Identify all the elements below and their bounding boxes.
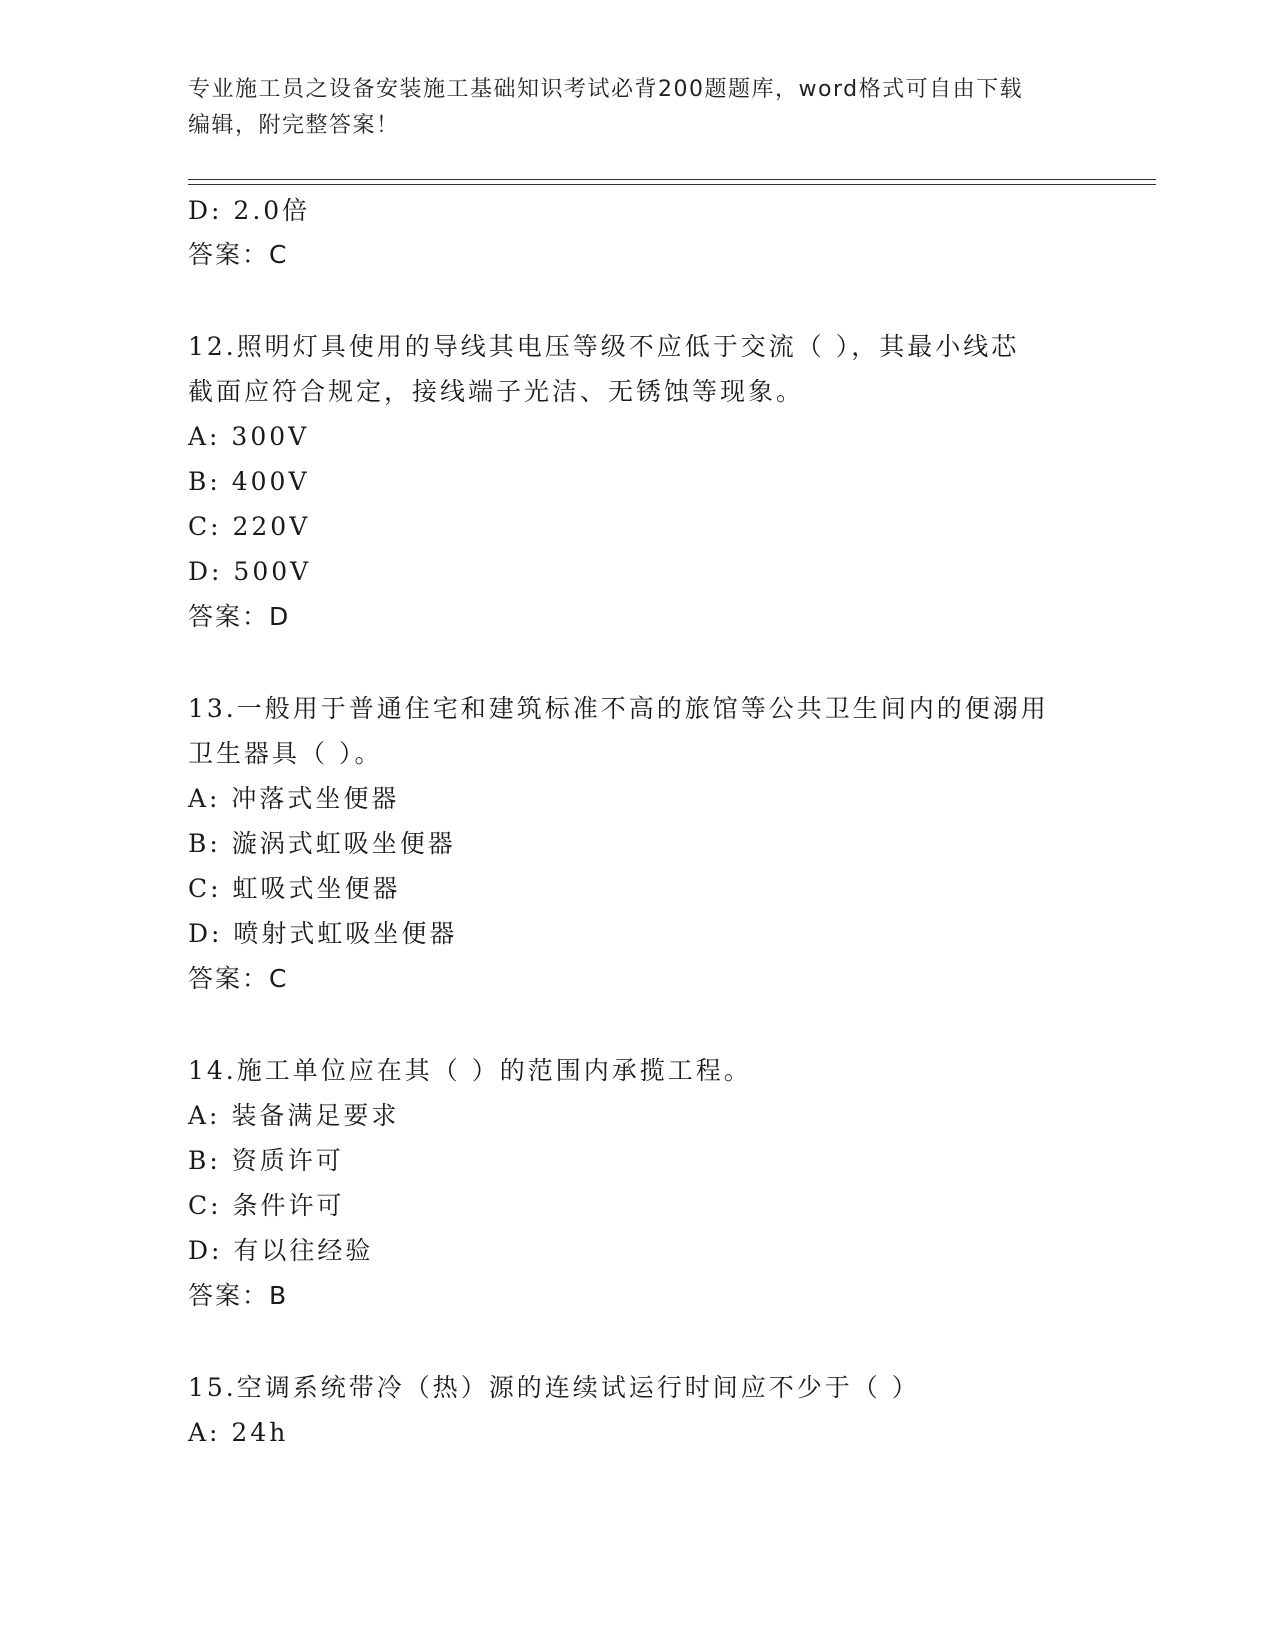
q11-option-d: D: 2.0倍 bbox=[188, 196, 311, 225]
q14-option-b: B: 资质许可 bbox=[188, 1146, 344, 1175]
header-title-line-2: 编辑，附完整答案！ bbox=[188, 113, 400, 138]
q13-stem-line-1: 13.一般用于普通住宅和建筑标准不高的旅馆等公共卫生间内的便溺用 bbox=[188, 694, 1049, 723]
q12-stem-line-1: 12.照明灯具使用的导线其电压等级不应低于交流（ ），其最小线芯 bbox=[188, 332, 1020, 361]
q14-option-a: A: 装备满足要求 bbox=[188, 1101, 400, 1130]
q14-stem-line-1: 14.施工单位应在其（ ）的范围内承揽工程。 bbox=[188, 1056, 752, 1085]
q15-stem-line-1: 15.空调系统带冷（热）源的连续试运行时间应不少于（ ） bbox=[188, 1373, 920, 1402]
q12-option-c: C: 220V bbox=[188, 512, 311, 541]
q13-stem-line-2: 卫生器具（ ）。 bbox=[188, 739, 383, 768]
q14-option-c: C: 条件许可 bbox=[188, 1191, 345, 1220]
q12-option-a: A: 300V bbox=[188, 422, 310, 451]
q11-answer: 答案：C bbox=[188, 240, 289, 269]
q14-answer: 答案：B bbox=[188, 1281, 289, 1310]
header-title-line-1: 专业施工员之设备安装施工基础知识考试必背200题题库，word格式可自由下载 bbox=[188, 77, 1024, 102]
q12-answer: 答案：D bbox=[188, 602, 291, 631]
q15-option-a: A: 24h bbox=[188, 1418, 289, 1447]
q13-answer: 答案：C bbox=[188, 964, 289, 993]
header-divider-bottom bbox=[188, 184, 1156, 185]
header-divider-top bbox=[188, 179, 1156, 180]
q12-option-b: B: 400V bbox=[188, 467, 310, 496]
q13-option-c: C: 虹吸式坐便器 bbox=[188, 874, 401, 903]
q13-option-d: D: 喷射式虹吸坐便器 bbox=[188, 919, 458, 948]
q13-option-b: B: 漩涡式虹吸坐便器 bbox=[188, 829, 456, 858]
q12-option-d: D: 500V bbox=[188, 557, 312, 586]
q12-stem-line-2: 截面应符合规定，接线端子光洁、无锈蚀等现象。 bbox=[188, 377, 805, 406]
q13-option-a: A: 冲落式坐便器 bbox=[188, 784, 400, 813]
q14-option-d: D: 有以往经验 bbox=[188, 1236, 374, 1265]
document-header bbox=[188, 72, 1068, 144]
